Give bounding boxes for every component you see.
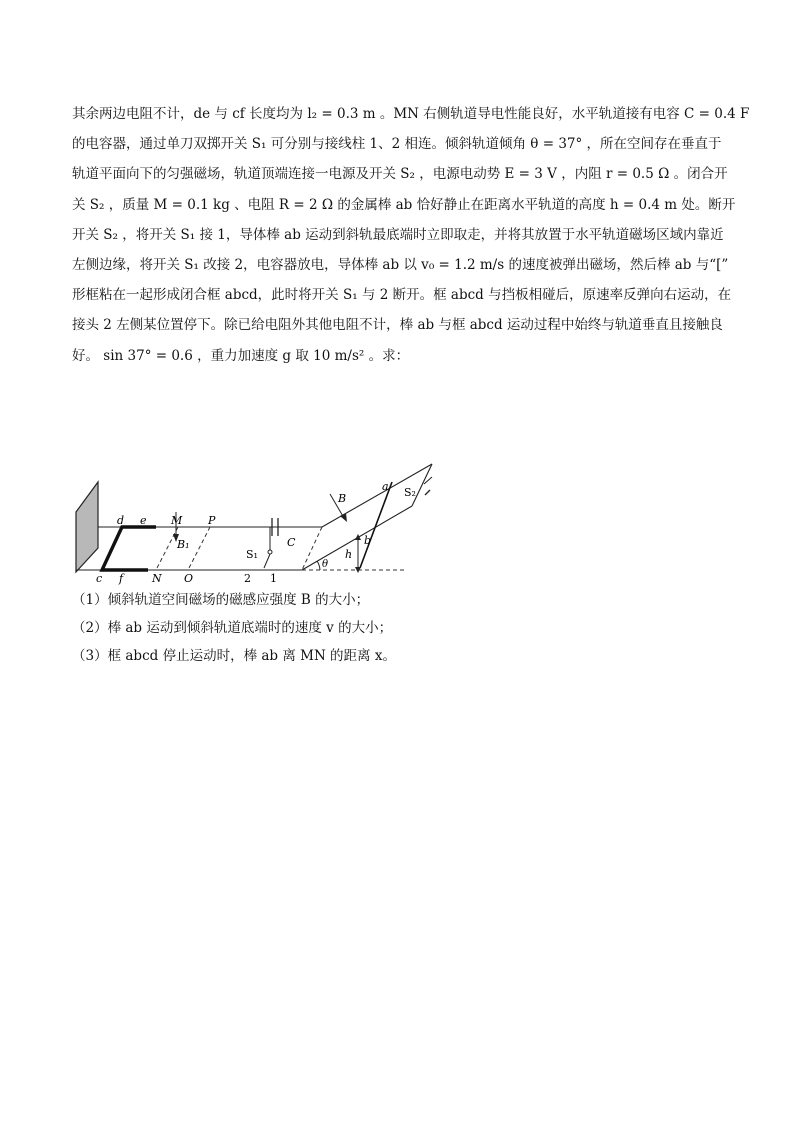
- s1-pivot: [268, 550, 272, 554]
- label-n: N: [152, 572, 162, 585]
- text-line: 关 S₂ ，质量 M = 0.1 kg 、电阻 R = 2 Ω 的金属棒 ab 恰好静止在距离水平轨道的高度 h = 0.4 m 处。断开: [72, 196, 736, 213]
- boundary-mn: [156, 527, 178, 570]
- label-f: f: [119, 572, 124, 585]
- text-line: 左侧边缘，将开关 S₁ 改接 2，电容器放电，导体棒 ab 以 v₀ = 1.2 m/s 的速度被弹出磁场，然后棒 ab 与“[”: [72, 256, 729, 273]
- battery-plate: [425, 490, 430, 495]
- label-theta: θ: [322, 559, 329, 570]
- frame-cdef: [102, 527, 156, 570]
- theta-arc: [317, 561, 320, 570]
- height-arrow-top: [355, 534, 361, 540]
- label-b-end: b: [364, 534, 372, 547]
- label-d: d: [117, 514, 125, 527]
- text-line: 其余两边电阻不计，de 与 cf 长度均为 l₂ = 0.3 m 。MN 右侧轨道导电性能良好，水平轨道接有电容 C = 0.4 F: [72, 106, 750, 122]
- text-line: 轨道平面向下的匀强磁场，轨道顶端连接一电源及开关 S₂ ，电源电动势 E = 3 V ，内阻 r = 0.5 Ω 。闭合开: [72, 166, 728, 183]
- label-p: P: [208, 514, 216, 527]
- text-line: 形框粘在一起形成闭合框 abcd，此时将开关 S₁ 与 2 断开。框 abcd 与挡板相碰后，原速率反弹向右运动，在: [72, 287, 732, 304]
- b-arrow-head: [340, 513, 347, 522]
- questions: [72, 586, 724, 670]
- label-o: O: [184, 572, 194, 585]
- label-h: h: [345, 548, 353, 561]
- label-terminal-1: 1: [270, 572, 277, 585]
- question-item: （1）倾斜轨道空间磁场的磁感应强度 B 的大小；: [72, 592, 370, 608]
- problem-text: [72, 99, 750, 371]
- label-e: e: [140, 514, 147, 527]
- label-a: a: [382, 480, 389, 493]
- label-b1: B₁: [177, 538, 190, 551]
- text-line: 的电容器，通过单刀双掷开关 S₁ 可分别与接线柱 1、2 相连。倾斜轨道倾角 θ = 37° ，所在空间存在垂直于: [72, 136, 722, 153]
- circuit-diagram: [74, 460, 454, 592]
- label-terminal-2: 2: [244, 572, 251, 585]
- text-line: 好。 sin 37° = 0.6 ，重力加速度 g 取 10 m/s² 。求：: [72, 347, 410, 364]
- question-item: （2）棒 ab 运动到倾斜轨道底端时的速度 v 的大小；: [72, 620, 393, 636]
- baffle-wall: [76, 482, 98, 572]
- text-line: 开关 S₂ ，将开关 S₁ 接 1，导体棒 ab 运动到斜轨最底端时立即取走，并将其放置于水平轨道磁场区域内靠近: [72, 226, 724, 243]
- label-c-capacitor: C: [287, 536, 296, 549]
- label-s1: S₁: [246, 548, 258, 561]
- boundary-po: [188, 527, 210, 570]
- text-line: 接头 2 左侧某位置停下。除已给电阻外其他电阻不计，棒 ab 与框 abcd 运动过程中始终与轨道垂直且接触良: [72, 317, 723, 334]
- label-c: c: [96, 572, 103, 585]
- label-s2: S₂: [404, 486, 416, 499]
- s1-blade: [264, 554, 270, 568]
- label-m: M: [171, 514, 183, 527]
- rod-ab: [360, 482, 392, 568]
- label-b: B: [338, 492, 347, 505]
- rail-diagram: [74, 460, 454, 588]
- question-item: （3）框 abcd 停止运动时，棒 ab 离 MN 的距离 x。: [72, 648, 396, 664]
